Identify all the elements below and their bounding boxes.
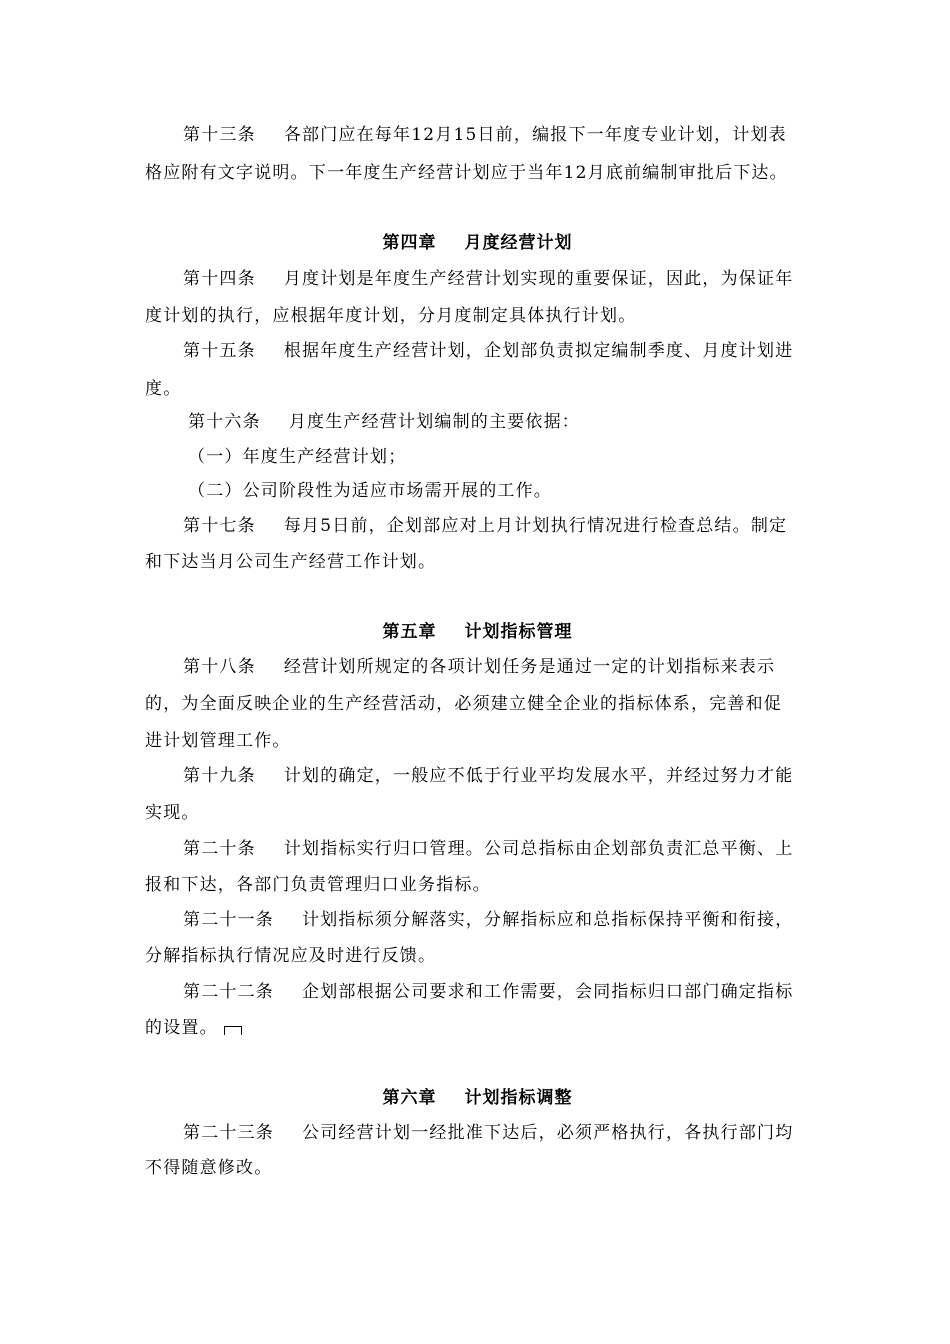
article-16-number: 第十六条 [188, 412, 261, 432]
article-15-line-2: 度。 [145, 379, 182, 399]
article-22-text-2: 的设置。 [145, 1018, 218, 1038]
article-21-line-2: 分解指标执行情况应及时进行反馈。 [145, 946, 437, 966]
article-18-text-1: 经营计划所规定的各项计划任务是通过一定的计划指标来表示 [283, 657, 776, 677]
chapter-5-title: 计划指标管理 [464, 622, 573, 642]
article-19-line-1 [183, 765, 810, 787]
article-13-line-2: 格应附有文字说明。下一年度生产经营计划应于当年12月底前编制审批后下达。 [145, 163, 788, 183]
article-14-line-2: 度计划的执行，应根据年度计划，分月度制定具体执行计划。 [145, 306, 637, 326]
article-13-text-1: 各部门应在每年12月15日前，编报下一年度专业计划，计划表 [283, 125, 787, 145]
article-18-line-2: 的，为全面反映企业的生产经营活动，必须建立健全企业的指标体系，完善和促 [145, 694, 782, 714]
article-15-number: 第十五条 [183, 341, 256, 361]
article-22-line-2 [145, 1017, 810, 1039]
article-23-text-1: 公司经营计划一经批准下达后，必须严格执行，各执行部门均 [302, 1123, 794, 1143]
bracket-mark-icon [224, 1026, 242, 1035]
article-20-number: 第二十条 [183, 839, 256, 859]
article-16-item-2: （二）公司阶段性为适应市场需开展的工作。 [188, 481, 552, 501]
article-16-text-1: 月度生产经营计划编制的主要依据： [288, 412, 581, 432]
chapter-4-title: 月度经营计划 [464, 233, 573, 253]
article-22-number: 第二十二条 [183, 982, 274, 1002]
article-21-number: 第二十一条 [183, 910, 274, 930]
article-17-line-2: 和下达当月公司生产经营工作计划。 [145, 552, 437, 572]
article-19-text-1: 计划的确定，一般应不低于行业平均发展水平，并经过努力才能 [283, 766, 794, 786]
chapter-4-number: 第四章 [382, 233, 437, 253]
article-14-line-1 [183, 268, 810, 290]
chapter-6-number: 第六章 [382, 1088, 437, 1108]
article-14-text-1: 月度计划是年度生产经营计划实现的重要保证，因此，为保证年 [283, 269, 794, 289]
chapter-5-heading [145, 621, 810, 643]
article-15-text-1: 根据年度生产经营计划，企划部负责拟定编制季度、月度计划进 [283, 341, 794, 361]
chapter-6-heading [145, 1087, 810, 1109]
article-22-text-1: 企划部根据公司要求和工作需要，会同指标归口部门确定指标 [302, 982, 794, 1002]
article-20-line-1 [183, 838, 810, 860]
article-18-number: 第十八条 [183, 657, 256, 677]
article-15-line-1 [183, 340, 810, 362]
chapter-4-heading [145, 232, 810, 254]
article-13-line-1 [183, 124, 810, 146]
article-18-line-1 [183, 656, 810, 678]
article-21-line-1 [183, 909, 810, 931]
article-17-number: 第十七条 [183, 516, 256, 536]
article-19-line-2: 实现。 [145, 803, 200, 823]
article-22-line-1 [183, 981, 810, 1003]
article-20-line-2: 报和下达，各部门负责管理归口业务指标。 [145, 875, 491, 895]
article-19-number: 第十九条 [183, 766, 256, 786]
article-16-item-1: （一）年度生产经营计划； [188, 447, 407, 467]
article-17-line-1 [183, 515, 810, 537]
article-20-text-1: 计划指标实行归口管理。公司总指标由企划部负责汇总平衡、上 [283, 839, 794, 859]
article-14-number: 第十四条 [183, 269, 256, 289]
article-23-line-1 [183, 1122, 810, 1144]
article-21-text-1: 计划指标须分解落实，分解指标应和总指标保持平衡和衔接， [302, 910, 794, 930]
article-13-number: 第十三条 [183, 125, 256, 145]
article-23-line-2: 不得随意修改。 [145, 1158, 273, 1178]
chapter-6-title: 计划指标调整 [464, 1088, 573, 1108]
article-16-line-1 [188, 411, 810, 433]
article-18-line-3: 进计划管理工作。 [145, 731, 291, 751]
article-23-number: 第二十三条 [183, 1123, 274, 1143]
chapter-5-number: 第五章 [382, 622, 437, 642]
article-17-text-1: 每月5日前，企划部应对上月计划执行情况进行检查总结。制定 [283, 516, 788, 536]
